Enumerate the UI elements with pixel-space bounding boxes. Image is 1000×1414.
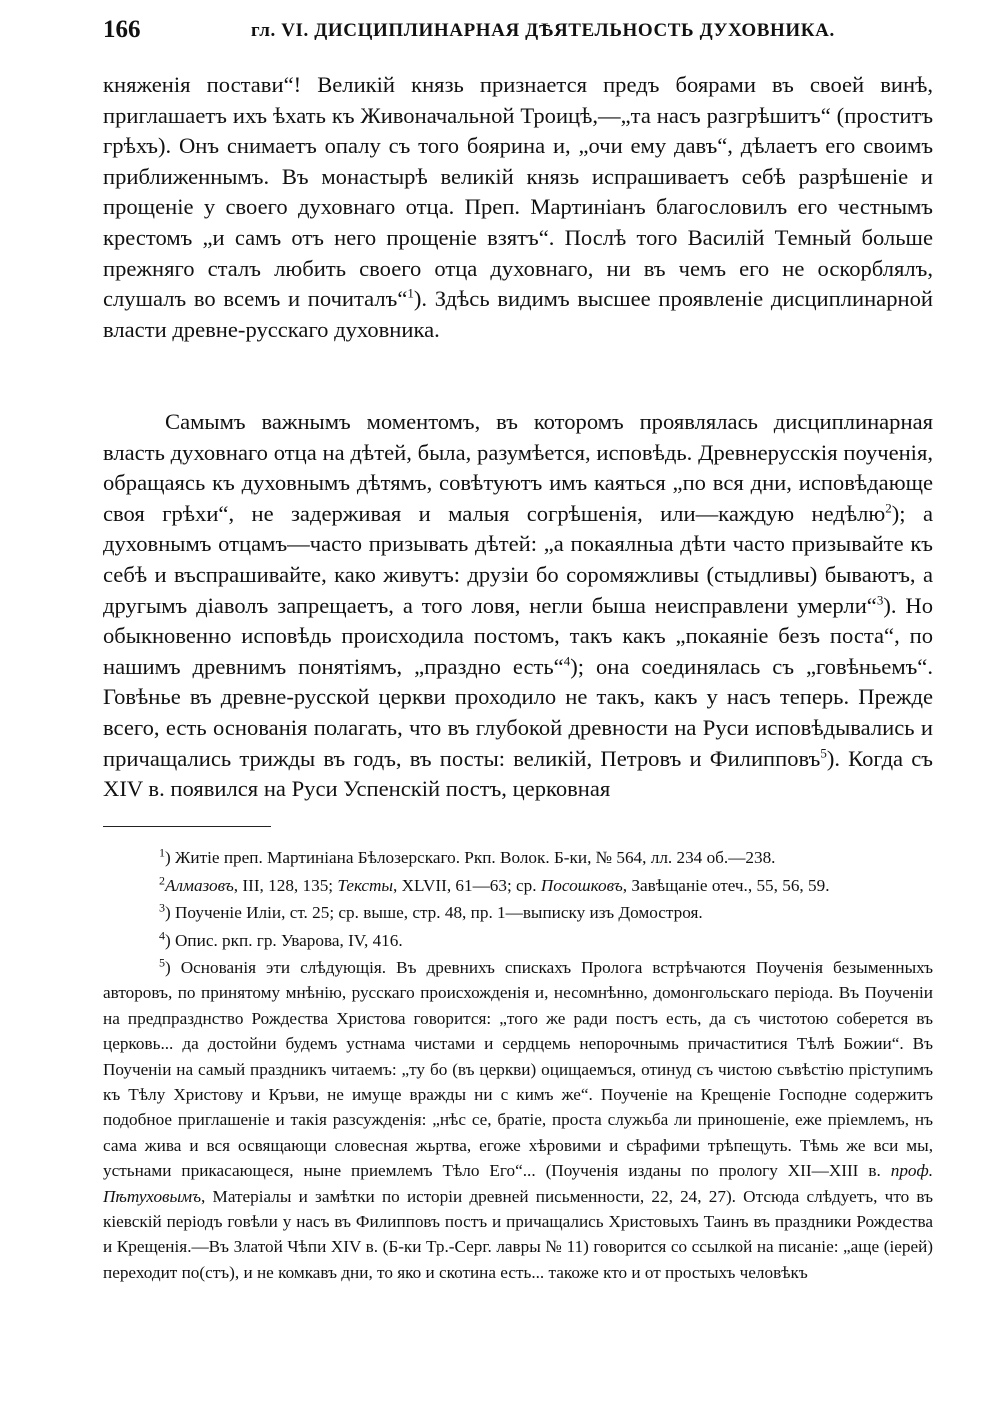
footnote-1 <box>103 845 933 870</box>
paragraph-2-part-3: ). Но обыкновенно исповѣдь происходила постомъ, такъ какъ „покаяніе безъ поста“, по нашимъ древнимъ понятіямъ, „праздно есть“ <box>103 592 933 679</box>
footnote-text: ) Опис. ркп. гр. Уварова, IV, 416. <box>165 930 403 950</box>
footnote-marker: 4 <box>159 927 165 942</box>
footnote-text: ) Основанія эти слѣдующія. Въ древнихъ спискахъ Пролога встрѣчаются Поученія безыменныхъ авторовъ, по принятому мнѣнію, русскаго происхожденія и, несомнѣнно, домонгольскаго періода. Въ Поученіи на предпразднство Рождества Христова говорится: „того же ради постъ есть, да съ чистотою соберется въ церковь... да достойни будемъ устнама чистами и сердцемь непорочнымь причаститися Тѣлѣ Божии“. Въ Поученіи на самый праздникъ читаемъ: „ту бо (въ церкви) оцищаемъся, отинуд съ чистою съвѣстію пріступимъ къ Тѣлу Христову и Кръви, не имуще вражды ни с кимъ же“. Поученіе на Крещеніе Господне содержитъ подобное приглашеніе и такія разсужденія: „нѣс се, братіе, проста служьба ли приношеніе, еже пріемлемъ, нъ сама жива и вся освящающи словесная жьртва, егоже хѣровими и сѣрафими трѣпещуть. Тѣмь же вси мы, устьнами прикасающеся, ныне приемлемъ Тѣло Его“... (Поученія изданы по прологу XII—XIII в. <box>103 958 933 1181</box>
footnote-text: , Завѣщаніе отеч., 55, 56, 59. <box>622 875 830 895</box>
paragraph-1-text <box>103 70 933 345</box>
footnote-marker: 5 <box>159 955 165 970</box>
footnote-text: ) Поученіе Иліи, ст. 25; ср. выше, стр. 48, пр. 1—выписку изъ Домостроя. <box>165 903 703 922</box>
footnote-5 <box>103 955 933 1285</box>
footnote-2 <box>103 873 933 898</box>
footnote-author-pososhkov: Посошковъ <box>540 875 623 895</box>
footnote-ref-3: 3 <box>876 592 884 608</box>
footnote-marker: 2 <box>159 872 165 887</box>
footnote-3 <box>103 900 933 925</box>
paragraph-2-part-1: Самымъ важнымъ моментомъ, въ которомъ проявлялась дисциплинарная власть духовнаго отца на дѣтей, была, разумѣется, исповѣдь. Древнерусскія поученія, обращаясь къ духовнымъ дѣтямъ, совѣтуютъ имъ каяться „по вся дни, исповѣдающе своя грѣхи“, не задерживая и малыя согрѣшенія, или—каждую недѣлю <box>103 409 933 526</box>
footnote-text: ) Житіе преп. Мартиніана Бѣлозерскаго. Ркп. Волок. Б-ки, № 564, лл. 234 об.—238. <box>165 848 776 867</box>
footnote-marker: 1 <box>159 845 165 860</box>
footnote-marker: 3 <box>159 900 165 915</box>
footnotes <box>103 845 933 1287</box>
footnote-ref-4: 4 <box>563 653 571 669</box>
footnote-4 <box>103 928 933 953</box>
footnote-separator <box>103 826 271 827</box>
footnote-author-petukhov: проф. Пѣтуховымъ <box>103 1161 933 1206</box>
paragraph-2 <box>103 407 933 805</box>
footnote-title-teksty: Тексты <box>337 875 394 895</box>
paragraph-2-text <box>103 407 933 805</box>
footnote-ref-5: 5 <box>820 745 827 760</box>
paragraph-2-part-5: ). Когда съ XIV в. появился на Руси Успенскій постъ, церковная <box>103 745 933 802</box>
footnote-ref-1: 1 <box>407 285 414 301</box>
paragraph-2-part-2: ); а духовнымъ отцамъ—часто призывать дѣтей: „а покаялныа дѣти часто призывайте къ себѣ и въспрашивайте, како живутъ: друзіи бо соромяжливы (стыдливы) бываютъ, а другымъ діаволъ запрещаетъ, а того ловя, негли быша неисправлени умерли“ <box>103 500 933 618</box>
footnote-text: , III, 128, 135; <box>233 875 338 895</box>
footnote-author-almazov: Алмазовъ <box>165 875 234 895</box>
footnote-ref-2: 2 <box>885 500 892 516</box>
running-title: гл. VI. ДИСЦИПЛИНАРНАЯ ДѢЯТЕЛЬНОСТЬ ДУХОВНИКА. <box>251 20 835 41</box>
paragraph-1-part-2: ). Здѣсь видимъ высшее проявленіе дисциплинарной власти древне-русскаго духовника. <box>103 286 933 342</box>
footnote-text: , XLVII, 61—63; ср. <box>393 875 541 895</box>
paragraph-2-part-4: ); она соединялась съ „говѣньемъ“. Говѣнье въ древне-русской церкви проходило не такъ, какъ у насъ теперь. Прежде всего, есть основанія полагать, что въ глубокой древности на Руси исповѣдывались и причащались трижды въ годъ, въ посты: великій, Петровъ и Филипповъ <box>103 653 933 771</box>
paragraph-1 <box>103 70 933 345</box>
page-number: 166 <box>103 16 141 43</box>
paragraph-1-part-1: княженія постави“! Великій князь признается предъ боярами въ своей винѣ, приглашаетъ ихъ ѣхать къ Живоначальной Троицѣ,—„та насъ разгрѣшитъ“ (проститъ грѣхъ). Онъ снимаетъ опалу съ того боярина и, „очи ему давъ“, дѣлаетъ его своимъ приближеннымъ. Въ монастырѣ великій князь испрашиваетъ себѣ разрѣшеніе и прощеніе у своего духовнаго отца. Преп. Мартиніанъ благословилъ его честнымъ крестомъ „и самъ отъ него прощеніе взятъ“. Послѣ того Василій Темный больше прежняго сталъ любить своего отца духовнаго, ни въ чемъ его не оскорблялъ, слушалъ во всемъ и почиталъ“ <box>103 72 933 312</box>
page-header <box>103 14 933 48</box>
footnote-text: , Матеріалы и замѣтки по исторіи древней письменности, 22, 24, 27). Отсюда слѣдуетъ, что въ кіевскій періодъ говѣли у насъ въ Филипповъ постъ и причащались Христовыхъ Таинъ въ праздники Рождества и Крещенія.—Въ Златой Чѣпи XIV в. (Б-ки Тр.-Серг. лавры № 11) говорится со ссылкой на писаніе: „аще (іерей) переходит по(стъ), и не комкавъ дни, то яко и скотина есть... такоже кто и от простыхъ человѣкъ <box>103 1186 933 1282</box>
